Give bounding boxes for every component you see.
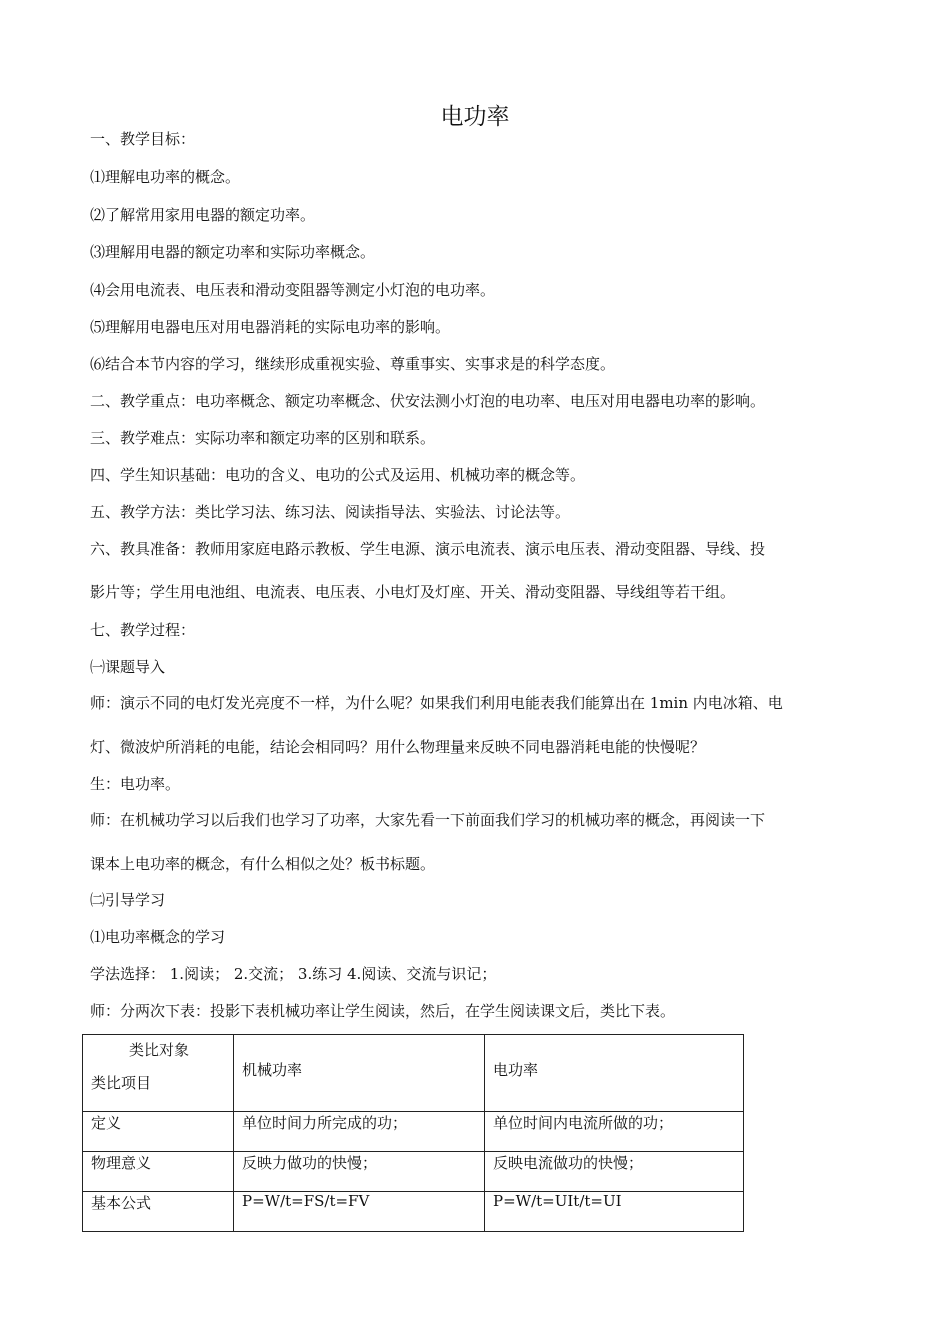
text-line: 六、教具准备：教师用家庭电路示教板、学生电源、演示电流表、演示电压表、滑动变阻器、导线、投 [90,540,766,558]
table-cell: P=W/t=FS/t=FV [234,1192,485,1232]
table-row [83,1112,744,1152]
text-line: 影片等；学生用电池组、电流表、电压表、小电灯及灯座、开关、滑动变阻器、导线组等若干组。 [90,583,736,601]
text-line: ⑷会用电流表、电压表和滑动变阻器等测定小灯泡的电功率。 [90,281,496,299]
table-cell: 单位时间力所完成的功； [234,1112,485,1152]
table-cell: 反映电流做功的快慢； [485,1152,744,1192]
table-header-diagonal-cell [83,1035,234,1112]
text-line: 师：分两次下表：投影下表机械功率让学生阅读，然后，在学生阅读课文后，类比下表。 [90,1002,676,1020]
text-line: ⑶理解用电器的额定功率和实际功率概念。 [90,243,376,261]
table-row [83,1152,744,1192]
text-line: 师：在机械功学习以后我们也学习了功率，大家先看一下前面我们学习的机械功率的概念，再阅读一下 [90,811,766,829]
table-header-cell: 机械功率 [234,1035,485,1112]
table-cell: 物理意义 [83,1152,234,1192]
comparison-table [82,1034,744,1232]
text-line: ⑴电功率概念的学习 [90,928,226,946]
text-line: ㈠课题导入 [90,658,166,676]
text-line: 七、教学过程： [90,621,196,639]
text-line: ㈡引导学习 [90,891,166,909]
table-cell: 定义 [83,1112,234,1152]
text-line: 课本上电功率的概念，有什么相似之处？板书标题。 [90,855,436,873]
page-title: 电功率 [440,104,510,130]
table-header-row [83,1035,744,1112]
text-line: 四、学生知识基础：电功的含义、电功的公式及运用、机械功率的概念等。 [90,466,586,484]
text-line: 灯、微波炉所消耗的电能，结论会相同吗？用什么物理量来反映不同电器消耗电能的快慢呢？ [90,738,706,756]
table-cell: 反映力做功的快慢； [234,1152,485,1192]
table-cell: P=W/t=UIt/t=UI [485,1192,744,1232]
text-line: ⑹结合本节内容的学习，继续形成重视实验、尊重事实、实事求是的科学态度。 [90,355,616,373]
table-cell: 基本公式 [83,1192,234,1232]
text-line: 师：演示不同的电灯发光亮度不一样，为什么呢？如果我们利用电能表我们能算出在 1min 内电冰箱、电 [90,694,783,712]
table-header-cell: 电功率 [485,1035,744,1112]
text-line: ⑴理解电功率的概念。 [90,168,241,186]
text-line: 一、教学目标： [90,130,196,148]
header-compare-item: 类比项目 [91,1074,152,1092]
text-line: 三、教学难点：实际功率和额定功率的区别和联系。 [90,429,436,447]
text-line: 生：电功率。 [90,775,181,793]
header-compare-object: 类比对象 [129,1041,190,1059]
table-cell: 单位时间内电流所做的功； [485,1112,744,1152]
text-line: 学法选择： 1.阅读； 2.交流； 3.练习 4.阅读、交流与识记； [90,965,497,983]
table-row [83,1192,744,1232]
text-line: 二、教学重点：电功率概念、额定功率概念、伏安法测小灯泡的电功率、电压对用电器电功率的影响。 [90,392,766,410]
text-line: ⑸理解用电器电压对用电器消耗的实际电功率的影响。 [90,318,451,336]
text-line: ⑵了解常用家用电器的额定功率。 [90,206,316,224]
text-line: 五、教学方法：类比学习法、练习法、阅读指导法、实验法、讨论法等。 [90,503,571,521]
